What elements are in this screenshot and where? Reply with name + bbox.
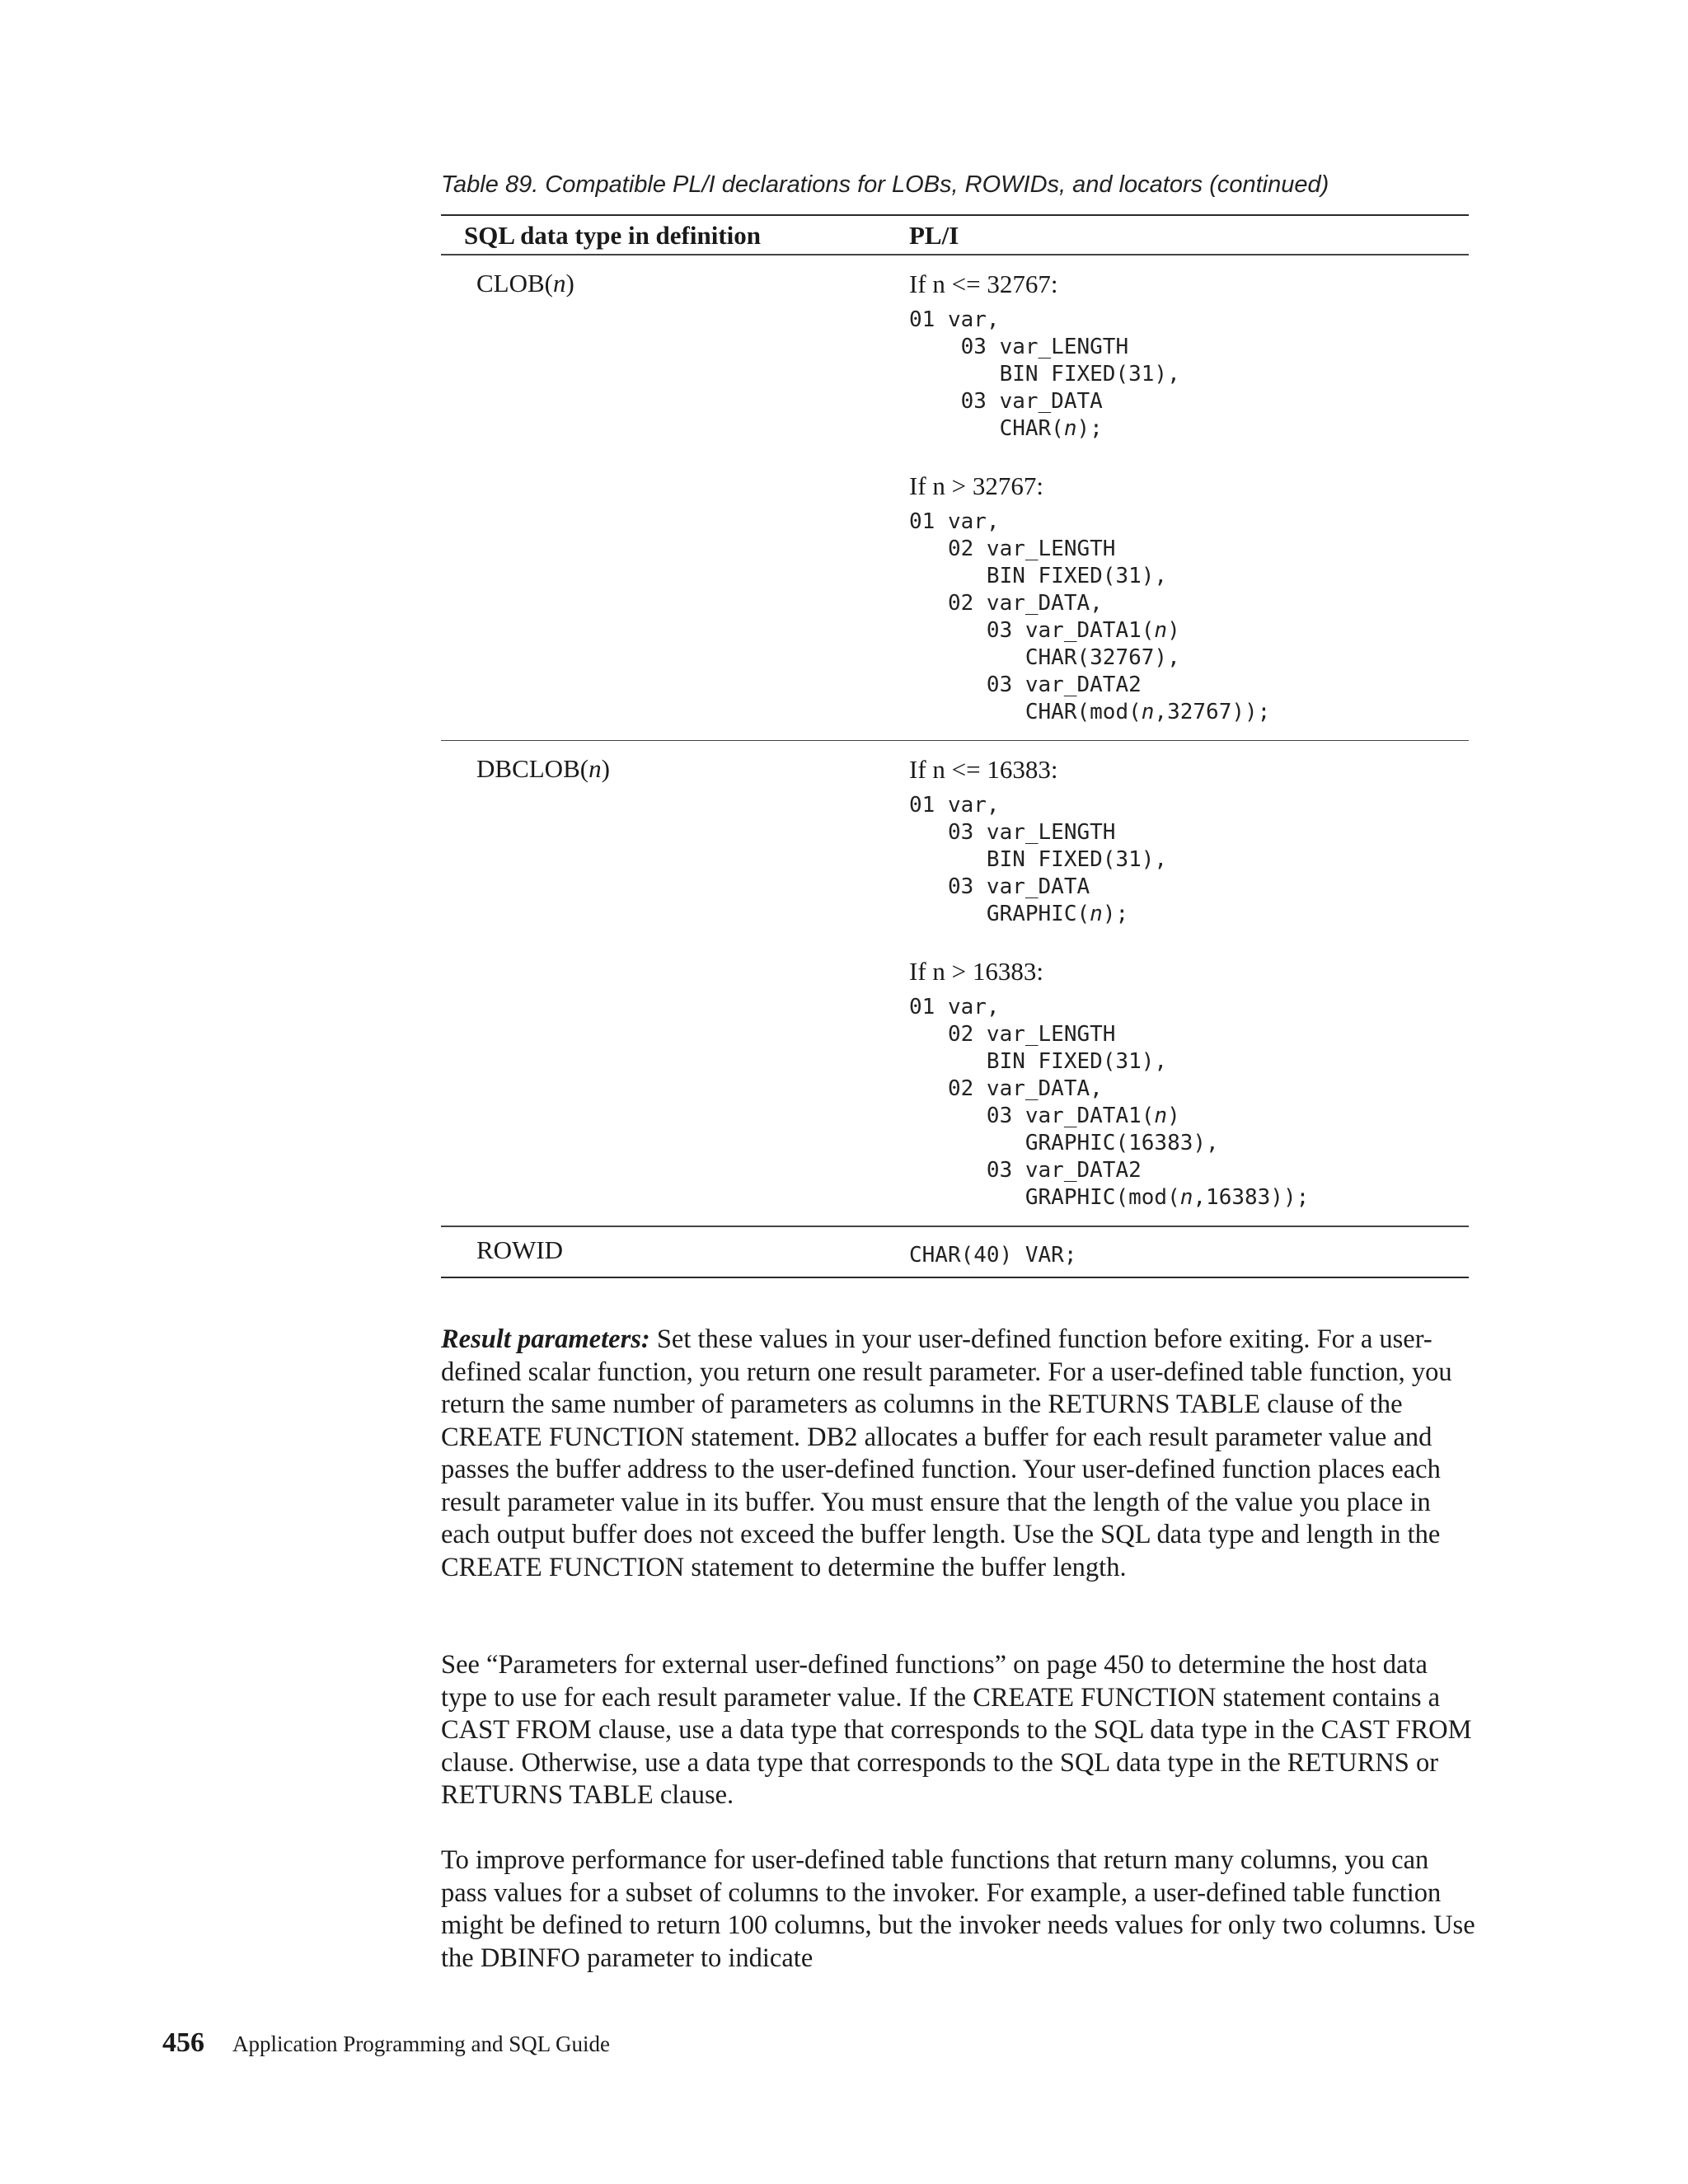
page-number: 456 [162, 2027, 204, 2058]
code-block: 01 var, 03 var_LENGTH BIN FIXED(31), 03 var_DATA CHAR(n); [909, 307, 1180, 441]
header-pli: PL/I [909, 221, 959, 250]
paragraph-lead: Result parameters: [441, 1324, 650, 1354]
code-block: 01 var, 02 var_LENGTH BIN FIXED(31), 02 var_DATA, 03 var_DATA1(n) GRAPHIC(16383), 03 var_DATA2 GRAPHIC(mod(n,16383)); [909, 995, 1310, 1210]
pli-cell [909, 269, 1270, 726]
book-title: Application Programming and SQL Guide [232, 2032, 610, 2056]
pli-cell [909, 1242, 1077, 1269]
condition-text: If n <= 16383: [909, 755, 1058, 784]
table-header-row [441, 216, 1469, 254]
condition-text: If n > 32767: [909, 471, 1043, 500]
paragraph-result-parameters [441, 1324, 1479, 1584]
sql-type-cell: CLOB(n) [476, 268, 574, 298]
table-caption: Table 89. Compatible PL/I declarations for LOBs, ROWIDs, and locators (continued) [441, 171, 1329, 198]
paragraph-performance: To improve performance for user-defined table functions that return many columns, you can pass values for a subset of columns to the invoker. For example, a user-defined table function might be defined to return 100 columns, but the invoker needs values for only two columns. Use the DBINFO parameter to indicate [441, 1845, 1475, 1973]
pli-declarations-table [441, 214, 1469, 1278]
condition-text: If n <= 32767: [909, 269, 1058, 298]
paragraph-host-data-type: See “Parameters for external user-defined functions” on page 450 to determine the host data type to use for each result parameter value. If the CREATE FUNCTION statement contains a CAST FROM clause, use a data type that corresponds to the SQL data type in the CAST FROM clause. Otherwise, use a data type that corresponds to the SQL data type in the RETURNS or RETURNS TABLE clause. [441, 1650, 1472, 1810]
header-sql-type: SQL data type in definition [464, 221, 762, 250]
code-block: CHAR(40) VAR; [909, 1242, 1077, 1268]
paragraph-body: Set these values in your user-defined function before exiting. For a user-defined scalar function, you return one result parameter. For a user-defined table function, you return the same number of parameters as columns in the RETURNS TABLE clause of the CREATE FUNCTION statement. DB2 allocates a buffer for each result parameter value and passes the buffer address to the user-defined function. Your user-defined function places each result parameter value in its buffer. You must ensure that the length of the value you place in each output buffer does not exceed the buffer length. Use the SQL data type and length in the CREATE FUNCTION statement to determine the buffer length. [441, 1324, 1452, 1582]
sql-type-cell: ROWID [476, 1235, 564, 1264]
condition-text: If n > 16383: [909, 957, 1043, 986]
code-block: 01 var, 03 var_LENGTH BIN FIXED(31), 03 var_DATA GRAPHIC(n); [909, 793, 1168, 926]
table-row-rowid [441, 1227, 1469, 1277]
page-footer [162, 2027, 610, 2059]
table-row-clob [441, 255, 1469, 740]
pli-cell [909, 754, 1309, 1212]
table-bottom-rule [441, 1277, 1469, 1278]
table-row-dbclob [441, 741, 1469, 1226]
sql-type-cell: DBCLOB(n) [476, 754, 610, 783]
code-block: 01 var, 02 var_LENGTH BIN FIXED(31), 02 var_DATA, 03 var_DATA1(n) CHAR(32767), 03 var_DATA2 CHAR(mod(n,32767)); [909, 509, 1271, 724]
